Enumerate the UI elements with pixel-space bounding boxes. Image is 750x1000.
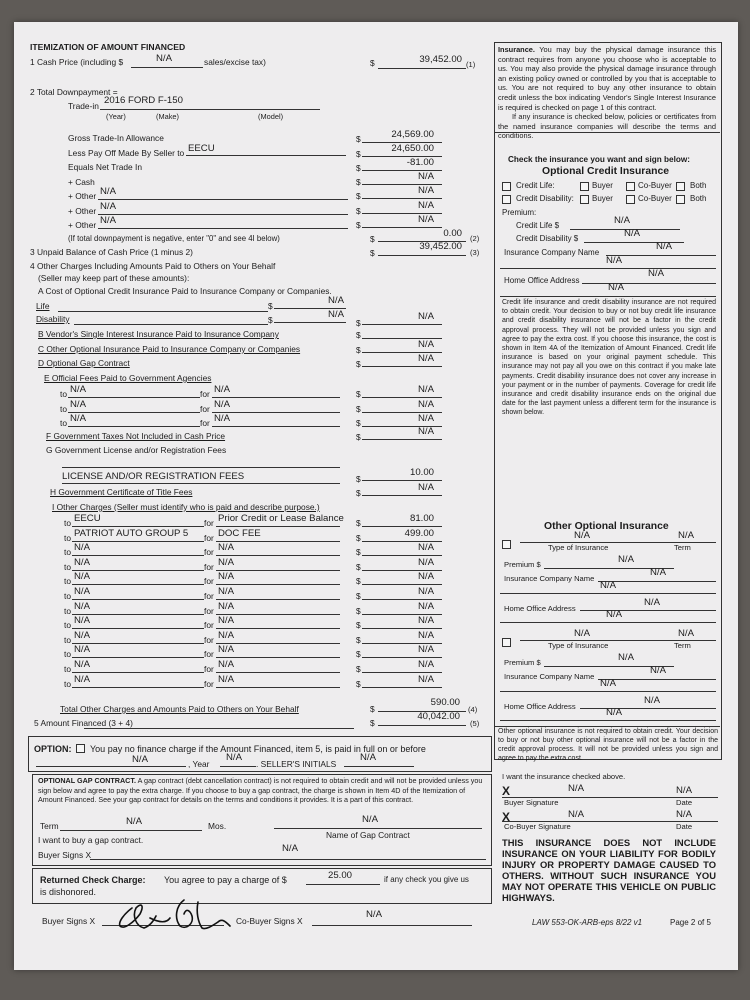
charge-amount: N/A: [418, 673, 434, 685]
for-prefix: for: [204, 518, 214, 528]
fee-amount: N/A: [418, 398, 434, 410]
credit-life-both-checkbox[interactable]: [676, 182, 685, 191]
gap-signature[interactable]: N/A: [282, 843, 298, 854]
underline: [216, 672, 340, 673]
underline: [500, 720, 716, 721]
dollar-sign: $: [356, 620, 361, 631]
item4a-label: A Cost of Optional Credit Insurance Paid to Insurance Company or Companies.: [38, 286, 332, 296]
ins-buyer-signature[interactable]: N/A: [568, 783, 584, 794]
charge-payee: EECU: [74, 513, 101, 524]
returned-check-box: [32, 868, 492, 904]
item4d-label: D Optional Gap Contract: [38, 358, 130, 368]
amount-financed-value: 40,042.00: [417, 711, 460, 722]
underline: [216, 657, 340, 658]
underline: [68, 426, 200, 427]
to-prefix: to: [64, 532, 71, 543]
fee-purpose: N/A: [214, 384, 230, 395]
credit-life-checkbox[interactable]: [502, 182, 511, 191]
underline: [216, 555, 340, 556]
to-prefix: to: [64, 605, 71, 616]
to-prefix: to: [64, 664, 71, 674]
dollar-sign: $: [356, 664, 361, 674]
for-prefix: for: [204, 547, 214, 558]
cobuyer-signature[interactable]: N/A: [366, 909, 382, 920]
to-prefix: to: [64, 561, 71, 572]
item4b-label: B Vendor's Single Interest Insurance Paid to Insurance Company: [38, 329, 279, 339]
credit-dis-buyer-checkbox[interactable]: [580, 195, 589, 204]
payoff-lender: EECU: [188, 143, 215, 154]
dollar-sign: $: [356, 389, 361, 399]
credit-dis-cobuyer-checkbox[interactable]: [626, 195, 635, 204]
underline: [72, 526, 204, 527]
fee-purpose: N/A: [214, 398, 230, 410]
item4f-label: F Government Taxes Not Included in Cash Price: [46, 431, 226, 441]
other-insurance-checkbox[interactable]: [502, 638, 511, 647]
unpaid-balance-value: 39,452.00: [419, 241, 462, 252]
underline: [216, 687, 340, 688]
license-fees-value: 10.00: [409, 467, 434, 478]
charge-purpose: N/A: [218, 571, 234, 583]
company-value: N/A: [650, 567, 666, 578]
charge-purpose: N/A: [218, 556, 234, 568]
for-prefix: for: [204, 664, 214, 674]
buyer-signature[interactable]: [114, 888, 234, 932]
to-prefix: to: [64, 678, 71, 689]
gap-contract-text: OPTIONAL GAP CONTRACT. A gap contract (debt cancellation contract) is not required to obtain credit and will not be provided unless you sign below and agree to pay the extra charge. If you choose to buy a gap contract, the charge is shown in Item 4D of the Itemization of Amount Financed. See your gap contract for details on the terms and conditions it provides. It is a part of this contract.: [38, 776, 483, 805]
underline: [72, 555, 204, 556]
dollar-sign: $: [356, 561, 361, 572]
to-prefix: to: [64, 634, 71, 645]
to-prefix: to: [64, 649, 71, 660]
contract-page: ITEMIZATION OF AMOUNT FINANCED 1 Cash Price (including $ N/A sales/excise tax) $ 39,452.00 (1) 2 Total Downpayment = Trade-in 2016 FORD F-150 (Year) (Make) (Model) Gross Trade-In Allowance Less Pay Off Made By Seller to EECU Equals Net Trade In + Cash + Other N/A + Other N/A + Other N/A $ 24,569.00 $ 24,650.00 $ -81.00 $ N/A $ N/A $ N/A $ N/A (If total downpayment is negative, enter "0" and see 4I below) $ 0.00 (2) 3 Unpaid Balance of Cash Price (1 minus 2) $ 39,452.00 (3) 4 Other Charges Including Amounts Paid to Others on Your Behalf (Seller may keep part of these amounts): A Cost of Optional Credit Insurance Paid to Insurance Company or Companies. Life $ N/A Disability $ N/A $ N/A B Vendor's Single Interest Insurance Paid to Insurance Company $ C Other Optional Insurance Paid to Insurance Company or Companies $ N/A D Optional Gap Contract $ N/A E Official Fees Paid to Government Agencies to N/A for N/A $ N/A to N/A for N/A $ N/A to N/A for N/A $ N/A F Government Taxes Not Included in Cash Price $ N/A G Government License and/or Registration Fees LICENSE AND/OR REGISTRATION FEES $ 10.00 H Government Certificate of Title Fees $ N/A I Other Charges (Seller must identify who is paid and describe purpose.) to EECU for Prior Credit or Lease Balance $ 81.00 to PATRIOT AUTO GROUP 5 for DOC FEE $ 499.00 to N/A for N/A $ N/A to N/A for N/A $ N/A to N/A for N/A $ N/A to N/A for N/A $ N/A to N/A for N/A $ N/A to N/A for N/A $ N/A to N/A for N/A $ N/A to N/A for N/A $ N/A to N/A for N/A $ N/A to N/A for N/A $ N/A Total Other Charges and Amounts Paid to Others on Your Behalf $ 590.00 (4) 5 Amount Financed (3 + 4) $ 40,042.00 (5) OPTION: You pay no finance charge if the Amount Financed, item 5, is paid in full on or before N/A , Year N/A . SELLER'S INITIALS N/A OPTIONAL GAP CONTRACT. A gap contract (debt cancellation contract) is not required to obtain credit and will not be provided unless you sign below and agree to pay the extra charge. If you choose to buy a gap contract, the charge is shown in Item 4D of the Itemization of Amount Financed. See your gap contract for details on the terms and conditions it provides. It is a part of this contract. Term N/A Mos. N/A Name of Gap Contract I want to buy a gap contract. Buyer Signs X N/A Returned Check Charge: You agree to pay a charge of $ 25.00 if any check you give us is dishonored. Buyer Signs X Co-Buyer Signs X N/A Insurance. You may buy the physical damage insurance this contract requires from anyone you choose who is acceptable to us. You may also provide the physical damage insurance through an existing policy owned or controlled by you that is acceptable to us. You are not required to buy any other insurance to obtain credit unless the box indicating Vendor's Single Interest Insurance is required is checked on page 1 of this contract. If any insurance is checked below, policies or certificates from the named insurance companies will describe the terms and conditions. Check the insurance you want and sign below: Optional Credit Insurance Credit Life: Buyer Co-Buyer Both Credit Disability: Buyer Co-Buyer Both Premium: Credit Life $ N/A Credit Disability $ N/A Insurance Company Name N/A N/A Home Office Address N/A N/A Credit life insurance and credit disability insurance are not required to obtain credit. Your decision to buy or not buy credit life insurance and credit disability insurance will not be a factor in the credit approval process. They will not be provided unless you sign and agree to pay the extra cost. If you choose this insurance, the cost is shown in Item 4A of the Itemization of Amount Financed. Credit life insurance is based on your original payment schedule. This insurance may not pay all you owe on this contract if you make late payments. Credit disability insurance does not cover any increase in your payment or in the number of payments. Coverage for credit life insurance and credit disability insurance ends on the original due date for the last payment unless a different term for the insurance is shown below. Other Optional Insurance N/A N/A Type of Insurance Term Premium $ N/A Insurance Company Name N/A N/A Home Office Address N/A N/A N/A N/A Type of Insurance Term Premium $ N/A Insurance Company Name N/A N/A Home Office Address N/A N/A Other optional insurance is not required to obtain credit. Your decision to buy or not buy other optional insurance will not be a factor in the credit approval process. It will not be provided unless you sign and agree to pay the extra cost. I want the insurance checked above. X N/A N/A Buyer Signature Date X N/A N/A Co-Buyer Signature Date THIS INSURANCE DOES NOT INCLUDE INSURANCE ON YOUR LIABILITY FOR BODILY INJURY OR PROPERTY DAMAGE CAUSED TO OTHERS. WITHOUT SUCH INSURANCE YOU MAY NOT OPERATE THIS VEHICLE ON PUBLIC HIGHWAYS. LAW 553-OK-ARB-eps 8/22 v1 Page 2 of 5: [14, 22, 738, 970]
charge-amount: N/A: [418, 615, 434, 627]
dollar-sign: $: [356, 518, 361, 528]
charge-payee: N/A: [74, 673, 90, 685]
charge-payee: N/A: [74, 600, 90, 612]
item4-label: 4 Other Charges Including Amounts Paid to Others on Your Behalf: [30, 261, 276, 271]
gross-allowance-value: 24,569.00: [391, 129, 434, 140]
other-insurance-checkbox[interactable]: [502, 540, 511, 549]
type-label: Type of Insurance: [548, 543, 609, 552]
underline: [72, 584, 204, 585]
option-checkbox[interactable]: [76, 744, 85, 753]
to-prefix: to: [64, 591, 71, 601]
returned-check-amount: 25.00: [328, 870, 353, 881]
item4c-label: C Other Optional Insurance Paid to Insurance Company or Companies: [38, 344, 301, 354]
underline: [362, 397, 442, 398]
to-prefix: to: [64, 576, 71, 587]
company-label: Insurance Company Name: [504, 574, 595, 583]
underline: [216, 628, 340, 629]
underline: [216, 643, 340, 644]
charge-purpose: N/A: [218, 659, 234, 670]
underline: [72, 570, 204, 571]
charge-purpose: N/A: [218, 644, 234, 656]
charge-amount: N/A: [418, 600, 434, 612]
insurance-term: N/A: [678, 530, 694, 541]
charge-purpose: N/A: [218, 586, 234, 597]
underline: [362, 687, 442, 688]
home-office-value: N/A: [644, 695, 660, 706]
underline: [72, 687, 204, 688]
for-prefix: for: [204, 576, 214, 587]
for-prefix: for: [200, 403, 210, 414]
underline: [72, 672, 204, 673]
payoff-value: 24,650.00: [391, 143, 434, 154]
page-number: Page 2 of 5: [670, 918, 711, 927]
net-tradein-value: -81.00: [406, 157, 434, 168]
home-office-value-2: N/A: [606, 609, 622, 620]
charge-payee: N/A: [74, 542, 90, 554]
company-value-2: N/A: [600, 580, 616, 591]
credit-disability-checkbox[interactable]: [502, 195, 511, 204]
to-prefix: to: [64, 620, 71, 631]
underline: [580, 708, 716, 709]
optional-credit-title: Optional Credit Insurance: [542, 166, 670, 177]
sales-tax-amount: N/A: [156, 53, 172, 64]
charge-payee: N/A: [74, 659, 90, 670]
fee-payee: N/A: [70, 384, 86, 395]
dollar-sign: $: [356, 634, 361, 645]
underline: [580, 610, 716, 611]
insurance-term: N/A: [678, 628, 694, 639]
underline: [68, 412, 200, 413]
underline: [212, 412, 340, 413]
other-optional-title: Other Optional Insurance: [544, 521, 669, 532]
underline: [72, 657, 204, 658]
underline: [362, 672, 442, 673]
to-prefix: to: [60, 403, 67, 414]
charge-amount: N/A: [418, 644, 434, 656]
underline: [216, 526, 340, 527]
premium-label: Premium $: [504, 658, 541, 667]
item1-label-b: sales/excise tax): [204, 57, 266, 67]
charge-payee: N/A: [74, 571, 90, 583]
underline: [216, 614, 340, 615]
credit-insurance-disclosure: Credit life insurance and credit disability insurance are not required to obtain credit. Your decision to buy or not buy credit life insurance and credit disability insurance will not be a factor in the credit approval process. They will not be provided unless you sign and agree to pay the extra cost. If you choose this insurance, the cost is shown in Item 4A of the Itemization of Amount Financed. Credit life insurance is based on your original payment schedule. This insurance may not pay all you owe on this contract if you make late payments. Credit disability insurance does not cover any increase in your payment or in the number of payments. Coverage for credit life insurance and credit disability insurance ends on the original due date for the last payment unless a different term for the insurance is shown below.: [502, 299, 716, 417]
dollar-sign: $: [356, 403, 361, 414]
item1-label: 1 Cash Price (including $: [30, 57, 124, 67]
underline: [72, 541, 204, 542]
fee-amount: N/A: [418, 413, 434, 424]
underline: [500, 593, 716, 594]
total-downpayment-value: 0.00: [443, 228, 462, 239]
underline: [216, 584, 340, 585]
company-value-2: N/A: [600, 678, 616, 689]
to-prefix: to: [60, 389, 67, 399]
charge-payee: N/A: [74, 615, 90, 627]
charge-amount: N/A: [418, 571, 434, 583]
charge-purpose: N/A: [218, 629, 234, 641]
underline: [72, 614, 204, 615]
dollar-sign: $: [356, 532, 361, 543]
for-prefix: for: [204, 591, 214, 601]
for-prefix: for: [204, 634, 214, 645]
home-office-value-2: N/A: [606, 707, 622, 718]
tradein-vehicle: 2016 FORD F-150: [104, 95, 183, 106]
credit-dis-both-checkbox[interactable]: [676, 195, 685, 204]
liability-warning: THIS INSURANCE DOES NOT INCLUDE INSURANCE ON YOUR LIABILITY FOR BODILY INJURY OR PROPERTY DAMAGE CAUSED TO OTHERS. WITHOUT SUCH INSURANCE YOU MAY NOT OPERATE THIS VEHICLE ON PUBLIC HIGHWAYS.: [502, 837, 716, 903]
fee-amount: N/A: [418, 384, 434, 395]
home-office-label: Home Office Address: [504, 604, 576, 613]
license-fees-desc: LICENSE AND/OR REGISTRATION FEES: [62, 471, 245, 482]
to-prefix: to: [64, 547, 71, 558]
underline: [72, 628, 204, 629]
itemization-title: ITEMIZATION OF AMOUNT FINANCED: [30, 42, 186, 52]
charge-amount: 81.00: [409, 513, 434, 524]
underline: [216, 541, 340, 542]
company-label: Insurance Company Name: [504, 672, 595, 681]
dollar-sign: $: [356, 547, 361, 558]
premium-value: N/A: [618, 554, 634, 565]
dollar-sign: $: [356, 649, 361, 660]
charge-purpose: N/A: [218, 673, 234, 685]
item4e-label: E Official Fees Paid to Government Agencies: [44, 373, 212, 383]
charge-purpose: DOC FEE: [218, 527, 261, 539]
for-prefix: for: [204, 678, 214, 689]
fee-purpose: N/A: [214, 413, 230, 424]
insurance-type: N/A: [574, 628, 590, 639]
insurance-type: N/A: [574, 530, 590, 541]
item3-label: 3 Unpaid Balance of Cash Price (1 minus 2): [30, 247, 193, 257]
charge-payee: N/A: [74, 629, 90, 641]
cash-price-value: 39,452.00: [419, 54, 462, 65]
for-prefix: for: [204, 561, 214, 572]
home-office-value: N/A: [644, 597, 660, 608]
dollar-sign: $: [356, 591, 361, 601]
to-prefix: to: [60, 418, 67, 428]
charge-amount: N/A: [418, 629, 434, 641]
underline: [212, 426, 340, 427]
for-prefix: for: [204, 605, 214, 616]
item2-label: 2 Total Downpayment =: [30, 87, 118, 97]
term-label: Term: [674, 543, 691, 552]
underline: [212, 397, 340, 398]
charge-amount: N/A: [418, 542, 434, 554]
charge-purpose: N/A: [218, 600, 234, 612]
for-prefix: for: [204, 649, 214, 660]
underline: [72, 643, 204, 644]
underline: [500, 691, 716, 692]
for-prefix: for: [204, 532, 214, 543]
fee-payee: N/A: [70, 398, 86, 410]
other-insurance-disclosure: Other optional insurance is not required to obtain credit. Your decision to buy or not buy other optional insurance will not be a factor in the credit approval process. It will not be provided unless you sign and agree to pay the extra cost.: [498, 728, 718, 762]
charge-purpose: N/A: [218, 615, 234, 627]
form-number: LAW 553-OK-ARB-eps 8/22 v1: [532, 918, 643, 927]
premium-value: N/A: [618, 652, 634, 663]
dollar-sign: $: [356, 576, 361, 587]
charge-purpose: Prior Credit or Lease Balance: [218, 513, 344, 524]
credit-insurance-total: N/A: [418, 311, 434, 322]
underline: [216, 570, 340, 571]
company-value: N/A: [650, 665, 666, 676]
charge-payee: N/A: [74, 586, 90, 597]
for-prefix: for: [200, 418, 210, 428]
charge-amount: N/A: [418, 586, 434, 597]
underline: [500, 622, 716, 623]
underline: [68, 397, 200, 398]
charge-payee: PATRIOT AUTO GROUP 5: [74, 527, 189, 539]
charge-amount: 499.00: [404, 527, 434, 539]
total-other-value: 590.00: [430, 697, 460, 708]
underline: [362, 599, 442, 600]
dollar-sign: $: [356, 418, 361, 428]
to-prefix: to: [64, 518, 71, 528]
fee-payee: N/A: [70, 413, 86, 424]
credit-life-buyer-checkbox[interactable]: [580, 182, 589, 191]
insurance-text: Insurance. You may buy the physical damage insurance this contract requires from anyone you choose who is acceptable to us. You may also provide the physical damage insurance through an existing policy owned or controlled by you that is acceptable to us. You are not required to buy any other insurance to obtain credit unless the box indicating Vendor's Single Interest Insurance is required is checked on page 1 of this contract.: [498, 45, 717, 112]
dollar-sign: $: [356, 605, 361, 616]
premium-label: Premium $: [504, 560, 541, 569]
underline: [216, 599, 340, 600]
charge-amount: N/A: [418, 659, 434, 670]
total-other-label: Total Other Charges and Amounts Paid to Others on Your Behalf: [60, 704, 299, 714]
dollar-sign: $: [356, 678, 361, 689]
item5-label: 5 Amount Financed (3 + 4): [34, 718, 133, 728]
ins-cobuyer-signature[interactable]: N/A: [568, 809, 584, 820]
item4g-label: G Government License and/or Registration Fees: [46, 445, 227, 455]
for-prefix: for: [204, 620, 214, 631]
item4i-label: I Other Charges (Seller must identify who is paid and describe purpose.): [52, 502, 320, 512]
for-prefix: for: [200, 389, 210, 399]
charge-purpose: N/A: [218, 542, 234, 554]
credit-life-cobuyer-checkbox[interactable]: [626, 182, 635, 191]
item4h-label: H Government Certificate of Title Fees: [50, 487, 193, 497]
charge-amount: N/A: [418, 556, 434, 568]
underline: [362, 526, 442, 527]
term-label: Term: [674, 641, 691, 650]
charge-payee: N/A: [74, 556, 90, 568]
home-office-label: Home Office Address: [504, 702, 576, 711]
charge-payee: N/A: [74, 644, 90, 656]
type-label: Type of Insurance: [548, 641, 609, 650]
underline: [72, 599, 204, 600]
